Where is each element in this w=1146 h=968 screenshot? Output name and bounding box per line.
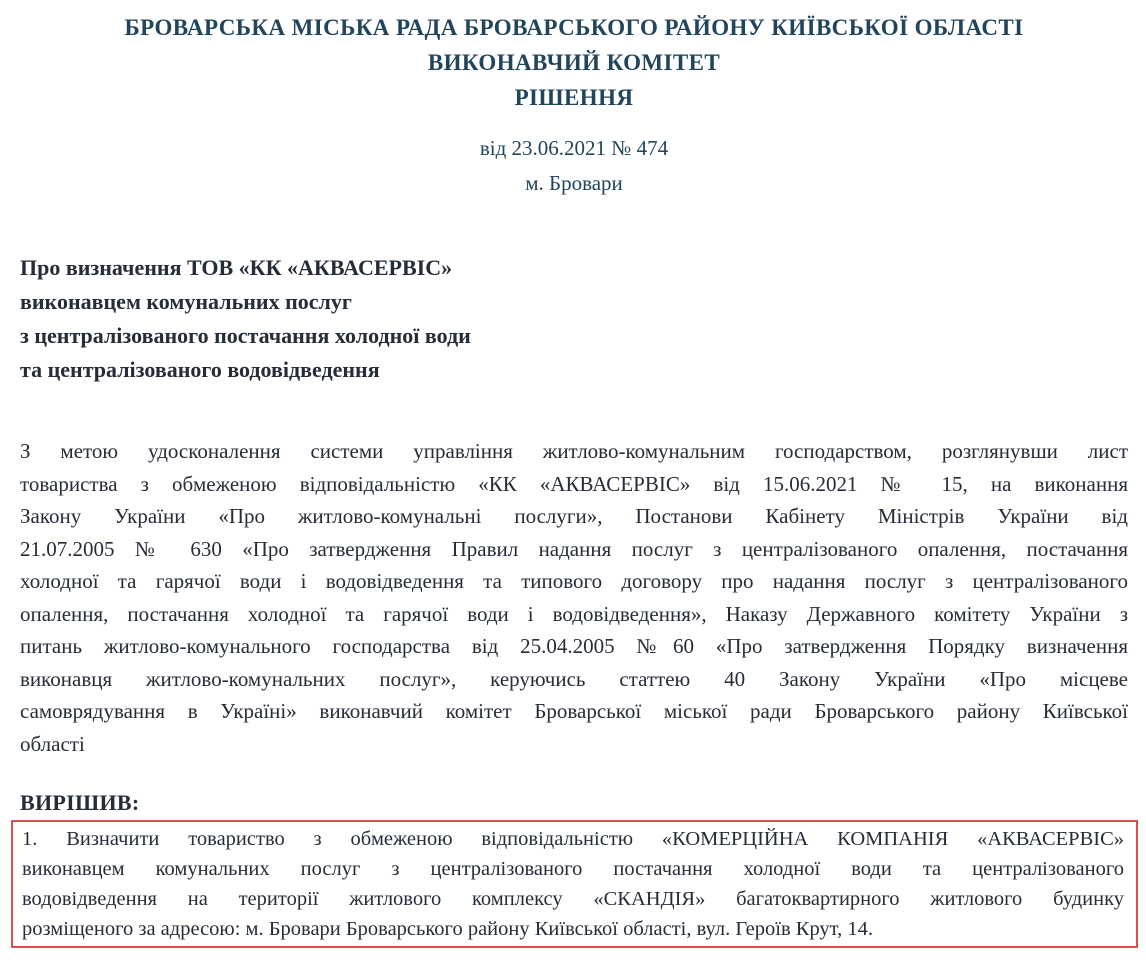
preamble-line: 21.07.2005 № 630 «Про затвердження Правил надання послуг з централізованого опалення, постачання — [20, 536, 1128, 561]
resolution-line: водовідведення на території житлового комплексу «СКАНДІЯ» багатоквартирного житлового будинку — [22, 888, 1124, 910]
preamble-line: Закону України «Про житлово-комунальні послуги», Постанови Кабінету Міністрів України від — [20, 504, 1128, 528]
preamble-line: товариства з обмеженою відповідальністю «КК «АКВАСЕРВІС» від 15.06.2021 № 15, на виконання — [20, 471, 1128, 496]
resolution-line: 1. Визначити товариство з обмеженою відповідальністю «КОМЕРЦІЙНА КОМПАНІЯ «АКВАСЕРВІС» — [22, 828, 1124, 850]
preamble-line: З метою удосконалення системи управління житлово-комунальним господарством, розглянувши лист — [20, 439, 1128, 463]
date-number-line: від 23.06.2021 № 474 — [479, 136, 669, 160]
subject-line: та централізованого водовідведення — [20, 357, 380, 382]
city-line: м. Бровари — [525, 171, 623, 195]
resolved-heading: ВИРІШИВ: — [20, 790, 140, 815]
preamble-line: області — [20, 731, 85, 756]
preamble-line: виконавця житлово-комунальних послуг», керуючись статтею 40 Закону України «Про місцеве — [20, 666, 1128, 691]
org-name-line: БРОВАРСЬКА МІСЬКА РАДА БРОВАРСЬКОГО РАЙОНУ КИЇВСЬКОЇ ОБЛАСТІ — [124, 15, 1024, 40]
subject-block — [20, 251, 1128, 387]
resolution-line: розміщеного за адресою: м. Бровари Броварського району Київської області, вул. Героїв Крут, 14. — [22, 918, 873, 940]
subject-line: з централізованого постачання холодної води — [20, 323, 471, 348]
document-meta — [20, 131, 1128, 201]
resolution-item-highlight-box — [11, 820, 1138, 948]
preamble-line: опалення, постачання холодної та гарячої води і водовідведення», Наказу Державного комітету України з — [20, 601, 1128, 626]
preamble-line: холодної та гарячої води і водовідведення та типового договору про надання послуг з централізованого — [20, 569, 1128, 593]
subject-line: виконавцем комунальних послуг — [20, 289, 352, 314]
preamble-line: самоврядування в Україні» виконавчий комітет Броварської міської ради Броварського району Київської — [20, 699, 1128, 723]
org-unit-line: ВИКОНАВЧИЙ КОМІТЕТ — [427, 50, 721, 75]
preamble-line: питань житлово-комунального господарства від 25.04.2005 №60 «Про затвердження Порядку визначення — [20, 634, 1128, 658]
doc-type-line: РІШЕННЯ — [514, 85, 634, 110]
preamble-paragraph — [20, 435, 1128, 760]
subject-line: Про визначення ТОВ «КК «АКВАСЕРВІС» — [20, 255, 453, 280]
document-header — [20, 10, 1128, 115]
resolution-line: виконавцем комунальних послуг з централізованого постачання холодної води та централізованого — [22, 858, 1124, 880]
